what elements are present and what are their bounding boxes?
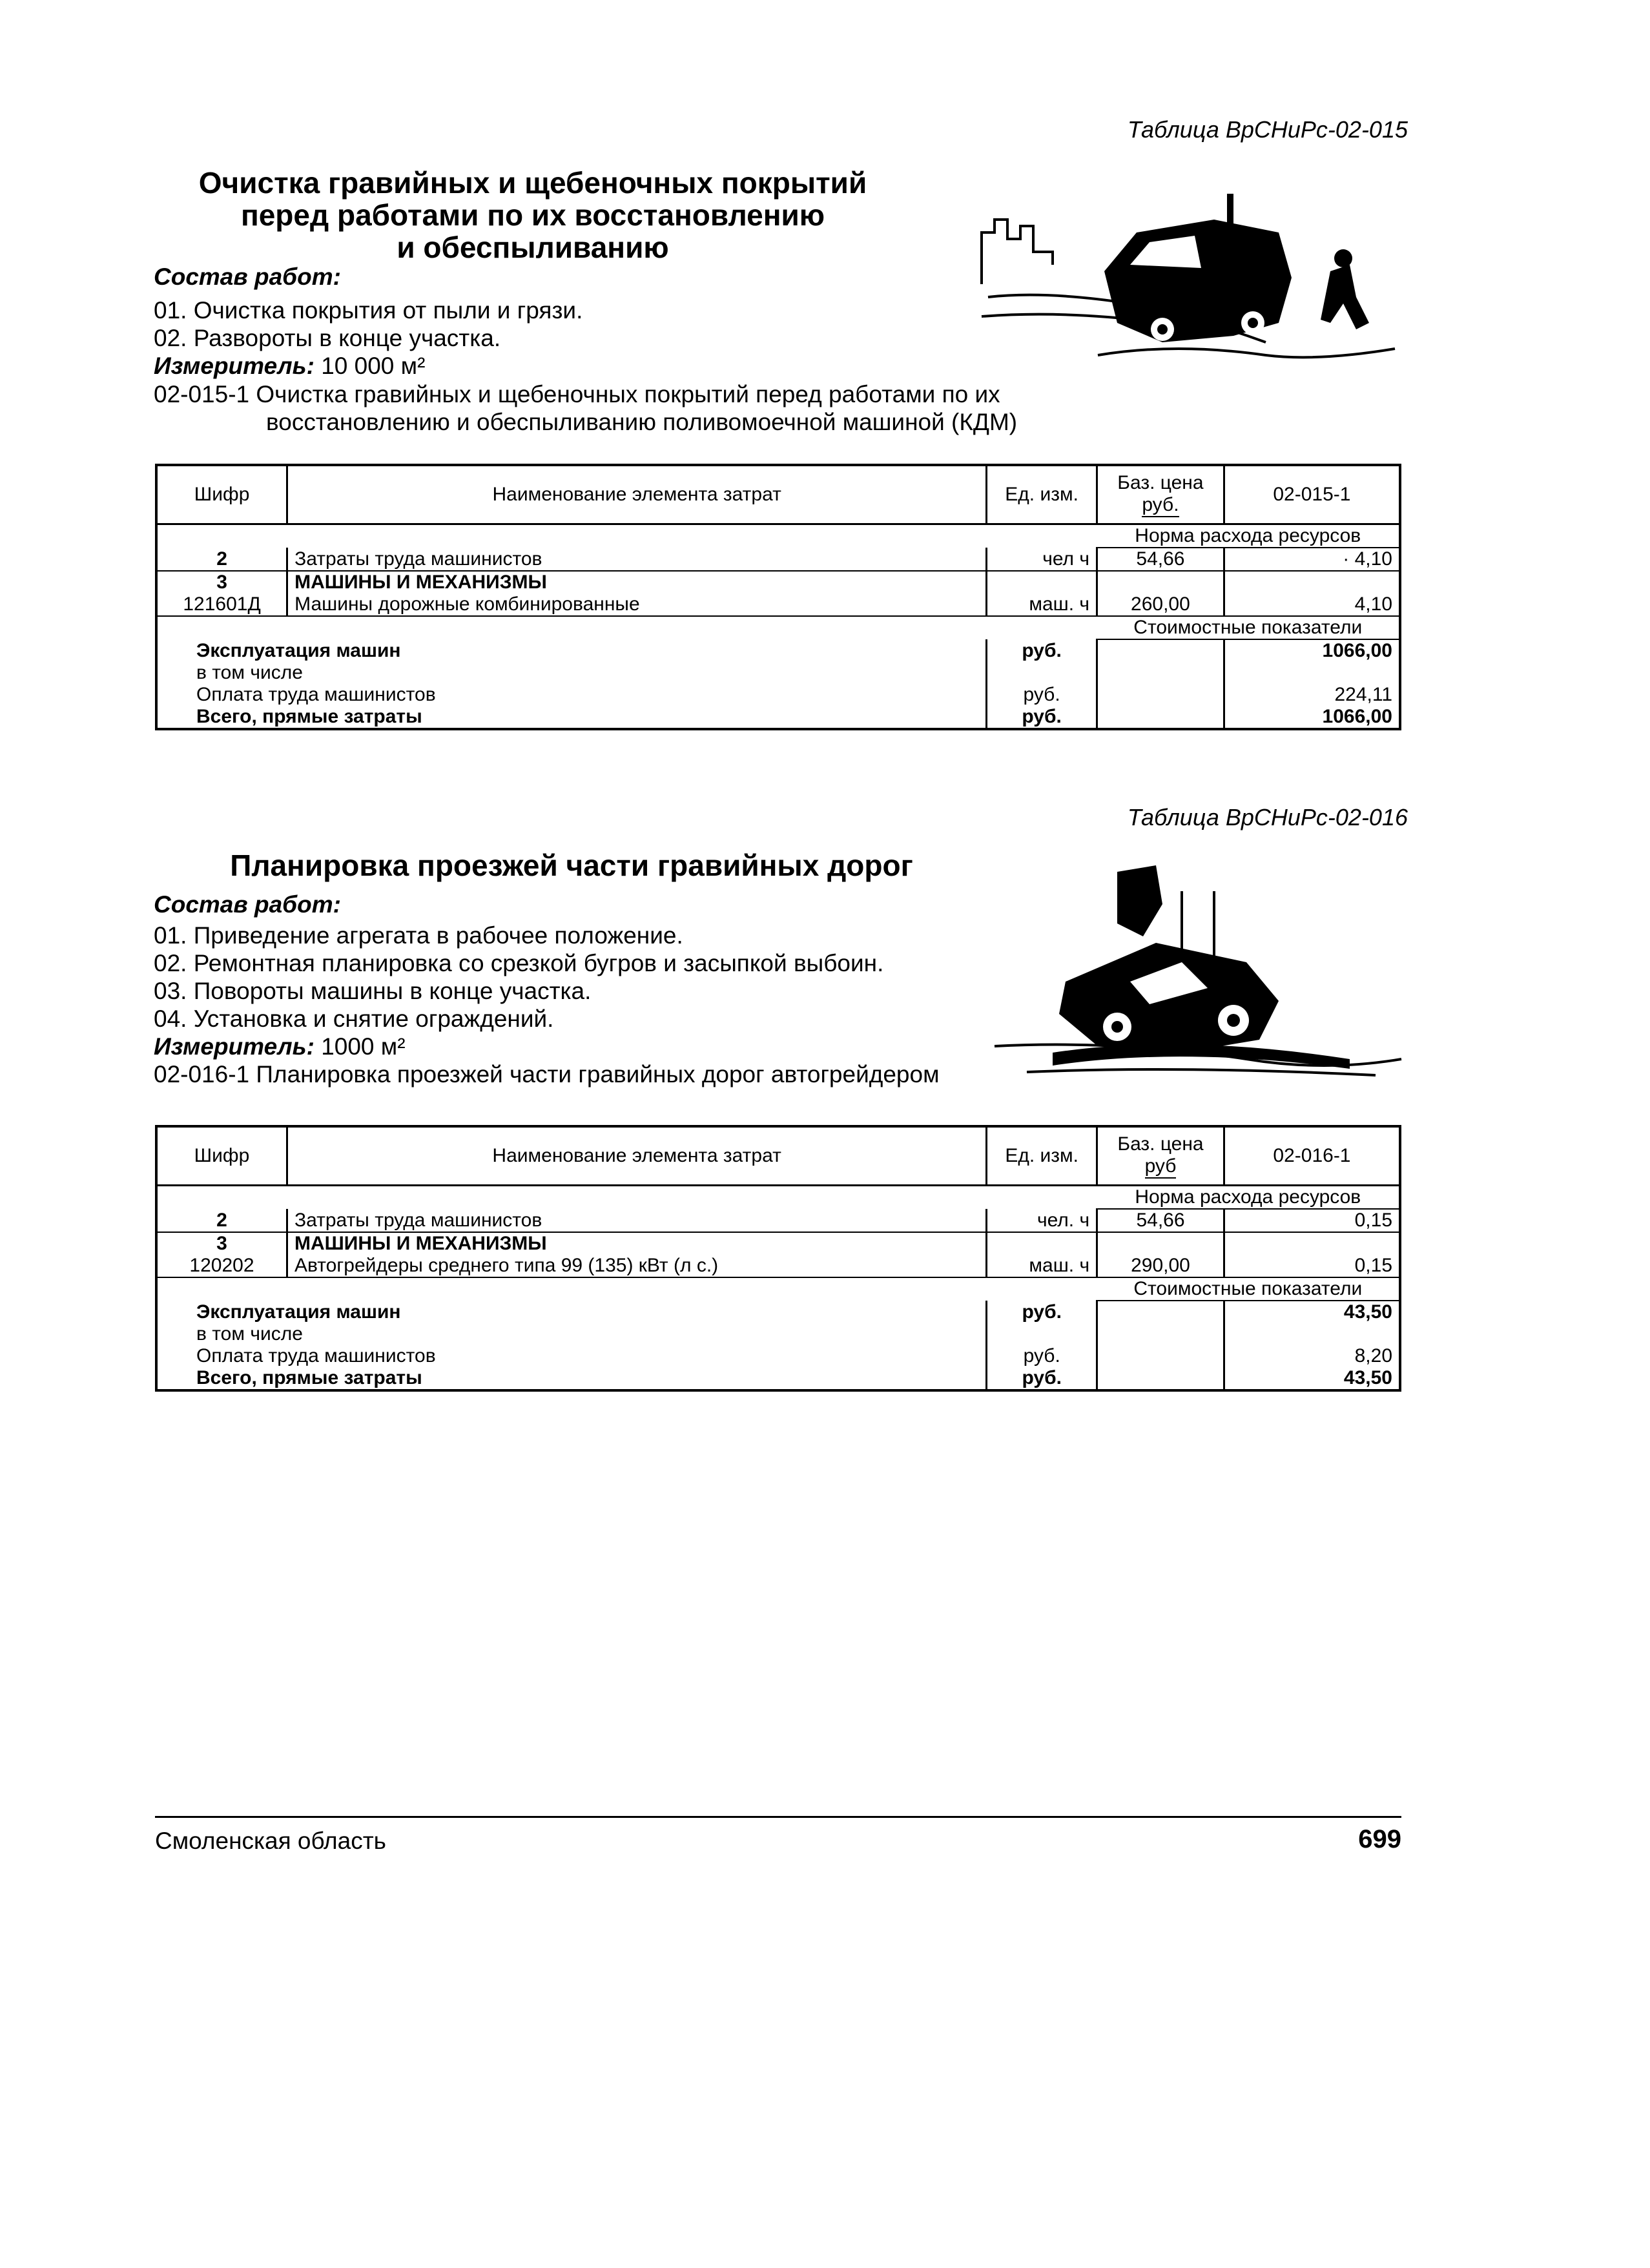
table-row [156, 548, 1400, 571]
table-row [156, 706, 1400, 729]
work-item: 04. Установка и снятие ограждений. [154, 1005, 554, 1032]
table-row [156, 1323, 1400, 1345]
row-unit: руб. [987, 1367, 1097, 1390]
row-unit: руб. [987, 639, 1097, 662]
table-row [156, 639, 1400, 662]
row-name: Затраты труда машинистов [287, 1209, 986, 1232]
grader-illustration [988, 852, 1408, 1091]
work-item: 02. Ремонтная планировка со срезкой бугров и засыпкой выбоин. [154, 950, 884, 976]
cost-table [155, 1125, 1401, 1392]
code-description: восстановлению и обеспыливанию поливомоечной машиной (КДМ) [266, 409, 1018, 435]
work-item: 01. Приведение агрегата в рабочее положение. [154, 922, 683, 949]
row-code: 121601Д [156, 593, 287, 616]
title-line: Планировка проезжей части гравийных дорог [230, 849, 913, 882]
measure-value: 1000 м² [321, 1033, 406, 1060]
row-unit: руб. [987, 706, 1097, 729]
row-price: 54,66 [1097, 1209, 1224, 1232]
row-value: 224,11 [1224, 684, 1400, 706]
row-unit: руб. [987, 1345, 1097, 1367]
price-header-unit: руб. [1142, 494, 1179, 517]
row-code: 3 [216, 572, 227, 593]
row-code: 3 [216, 1233, 227, 1254]
table-row [156, 1209, 1400, 1232]
table-row [156, 684, 1400, 706]
table-row [156, 1301, 1400, 1323]
footer-region: Смоленская область [155, 1828, 386, 1854]
price-header-line: Баз. цена [1117, 1133, 1204, 1155]
row-value: 1066,00 [1224, 706, 1400, 729]
table-caption: Таблица ВрСНиРс-02-016 [1127, 804, 1408, 830]
col-header-price [1097, 465, 1224, 524]
measure-line [154, 1033, 406, 1060]
work-item: 03. Повороты машины в конце участка. [154, 978, 592, 1004]
code-description: 02-015-1 Очистка гравийных и щебеночных покрытий перед работами по их [154, 381, 1000, 407]
work-composition-label: Состав работ: [154, 891, 341, 918]
row-unit: маш. ч [987, 593, 1097, 616]
table-row [156, 593, 1400, 616]
footer-divider [155, 1816, 1401, 1818]
sweeper-truck-illustration [969, 194, 1408, 387]
row-name: Эксплуатация машин [196, 640, 401, 661]
row-name: Всего, прямые затраты [196, 1367, 422, 1388]
col-header-unit: Ед. изм. [987, 465, 1097, 524]
row-unit: маш. ч [987, 1255, 1097, 1277]
section-title [168, 167, 898, 263]
row-value: 43,50 [1224, 1367, 1400, 1390]
price-header-line: Баз. цена [1117, 472, 1204, 493]
table-caption: Таблица ВрСНиРс-02-015 [1127, 116, 1408, 143]
col-header-price [1097, 1126, 1224, 1186]
cost-section-header: Стоимостные показатели [1097, 1277, 1400, 1301]
row-price: 260,00 [1097, 593, 1224, 616]
row-name: МАШИНЫ И МЕХАНИЗМЫ [287, 1232, 986, 1255]
row-unit: руб. [987, 684, 1097, 706]
title-line: и обеспыливанию [397, 231, 669, 264]
row-name: Оплата труда машинистов [196, 684, 436, 705]
col-header-norm: 02-016-1 [1224, 1126, 1400, 1186]
code-description: 02-016-1 Планировка проезжей части гравийных дорог автогрейдером [154, 1061, 940, 1088]
table-row [156, 1186, 1400, 1210]
table-row [156, 1345, 1400, 1367]
col-header-code: Шифр [156, 465, 287, 524]
col-header-name: Наименование элемента затрат [287, 465, 987, 524]
row-code: 2 [156, 1209, 287, 1232]
table-row [156, 524, 1400, 548]
measure-label: Измеритель: [154, 1033, 315, 1060]
row-name: МАШИНЫ И МЕХАНИЗМЫ [287, 571, 987, 593]
row-unit: чел ч [987, 548, 1097, 571]
row-value: 8,20 [1224, 1345, 1400, 1367]
row-value: 4,10 [1224, 593, 1400, 616]
section-title [194, 849, 949, 881]
row-value: 0,15 [1224, 1209, 1400, 1232]
title-line: Очистка гравийных и щебеночных покрытий [198, 166, 867, 200]
row-value: 43,50 [1224, 1301, 1400, 1323]
col-header-unit: Ед. изм. [987, 1126, 1097, 1186]
row-code: 120202 [156, 1255, 287, 1277]
row-name: Автогрейдеры среднего типа 99 (135) кВт (л с.) [287, 1255, 986, 1277]
table-header-row [156, 465, 1400, 524]
table-row [156, 571, 1400, 593]
col-header-name: Наименование элемента затрат [287, 1126, 986, 1186]
col-header-norm: 02-015-1 [1224, 465, 1400, 524]
measure-value: 10 000 м² [321, 353, 426, 379]
page-number: 699 [1358, 1825, 1401, 1853]
row-name: Эксплуатация машин [196, 1301, 401, 1323]
row-value: 0,15 [1224, 1255, 1400, 1277]
table-row [156, 1255, 1400, 1277]
table-row [156, 616, 1400, 639]
measure-label: Измеритель: [154, 353, 315, 379]
row-name: в том числе [196, 662, 303, 683]
row-price: 54,66 [1097, 548, 1224, 571]
row-price: 290,00 [1097, 1255, 1224, 1277]
row-name: Всего, прямые затраты [196, 706, 422, 727]
norm-section-header: Норма расхода ресурсов [1097, 524, 1401, 548]
row-unit: руб. [987, 1301, 1097, 1323]
row-name: Оплата труда машинистов [196, 1345, 436, 1366]
row-name: Машины дорожные комбинированные [287, 593, 987, 616]
row-code: 2 [156, 548, 287, 571]
row-value: · 4,10 [1224, 548, 1400, 571]
row-value: 1066,00 [1224, 639, 1400, 662]
table-row [156, 662, 1400, 684]
row-unit: чел. ч [987, 1209, 1097, 1232]
work-item: 01. Очистка покрытия от пыли и грязи. [154, 297, 583, 324]
table-row [156, 1232, 1400, 1255]
cost-section-header: Стоимостные показатели [1097, 616, 1401, 639]
table-header-row [156, 1126, 1400, 1186]
table-row [156, 1367, 1400, 1390]
cost-table [155, 464, 1401, 730]
work-item: 02. Развороты в конце участка. [154, 325, 501, 351]
title-line: перед работами по их восстановлению [240, 198, 825, 232]
row-name: в том числе [196, 1323, 303, 1345]
table-row [156, 1277, 1400, 1301]
norm-section-header: Норма расхода ресурсов [1097, 1186, 1400, 1210]
measure-line [154, 353, 425, 380]
row-name: Затраты труда машинистов [287, 548, 987, 571]
price-header-unit: руб [1145, 1155, 1177, 1179]
work-composition-label: Состав работ: [154, 263, 341, 290]
col-header-code: Шифр [156, 1126, 287, 1186]
